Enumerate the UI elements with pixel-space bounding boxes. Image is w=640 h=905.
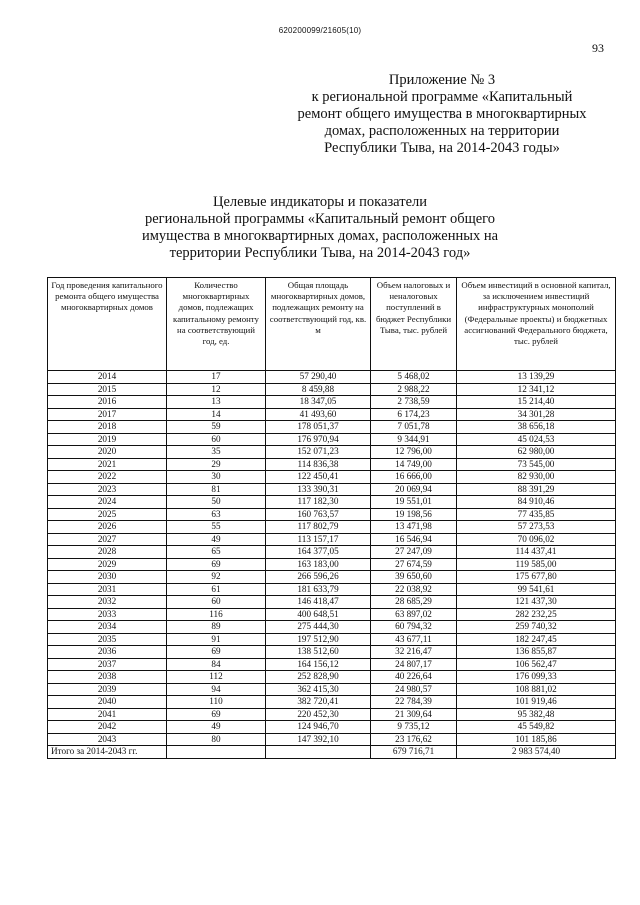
cell-investment: 176 099,33 <box>457 671 616 684</box>
table-row <box>48 596 616 609</box>
cell-total-area: 146 418,47 <box>266 596 371 609</box>
cell-investment: 88 391,29 <box>457 483 616 496</box>
table-body <box>48 371 616 759</box>
table-row <box>48 396 616 409</box>
header-house-count: Количество многоквартирных домов, подлежащих капитальному ремонту на соответствующий год, ед. <box>167 278 266 371</box>
total-row <box>48 746 616 759</box>
cell-investment: 259 740,32 <box>457 621 616 634</box>
cell-total-area: 176 970,94 <box>266 433 371 446</box>
cell-tax-revenue: 7 051,78 <box>371 421 457 434</box>
table-row <box>48 546 616 559</box>
page-number: 93 <box>592 41 604 55</box>
cell-tax-revenue: 9 735,12 <box>371 721 457 734</box>
cell-total-area: 220 452,30 <box>266 708 371 721</box>
appendix-caption <box>272 72 612 157</box>
table-row <box>48 408 616 421</box>
cell-house-count: 69 <box>167 708 266 721</box>
cell-year: 2016 <box>48 396 167 409</box>
total-label: Итого за 2014-2043 гг. <box>48 746 167 759</box>
cell-year: 2040 <box>48 696 167 709</box>
cell-year: 2024 <box>48 496 167 509</box>
cell-tax-revenue: 13 471,98 <box>371 521 457 534</box>
total-tax-revenue: 679 716,71 <box>371 746 457 759</box>
cell-total-area: 114 836,38 <box>266 458 371 471</box>
heading-line: Целевые индикаторы и показатели <box>213 194 427 210</box>
cell-total-area: 117 802,79 <box>266 521 371 534</box>
cell-total-area: 160 763,57 <box>266 508 371 521</box>
cell-house-count: 59 <box>167 421 266 434</box>
table-row <box>48 471 616 484</box>
cell-tax-revenue: 2 988,22 <box>371 383 457 396</box>
cell-investment: 175 677,80 <box>457 571 616 584</box>
table-row <box>48 608 616 621</box>
cell-house-count: 91 <box>167 633 266 646</box>
table-row <box>48 371 616 384</box>
document-id: 620200099/21605(10) <box>278 26 362 35</box>
cell-year: 2043 <box>48 733 167 746</box>
cell-investment: 77 435,85 <box>457 508 616 521</box>
table-row <box>48 571 616 584</box>
cell-house-count: 30 <box>167 471 266 484</box>
cell-tax-revenue: 24 980,57 <box>371 683 457 696</box>
cell-year: 2021 <box>48 458 167 471</box>
table-row <box>48 733 616 746</box>
cell-investment: 95 382,48 <box>457 708 616 721</box>
cell-tax-revenue: 14 749,00 <box>371 458 457 471</box>
table-row <box>48 621 616 634</box>
cell-house-count: 94 <box>167 683 266 696</box>
cell-year: 2027 <box>48 533 167 546</box>
cell-tax-revenue: 9 344,91 <box>371 433 457 446</box>
cell-tax-revenue: 63 897,02 <box>371 608 457 621</box>
cell-total-area: 181 633,79 <box>266 583 371 596</box>
heading-line: имущества в многоквартирных домах, расположенных на <box>141 228 499 244</box>
cell-house-count: 29 <box>167 458 266 471</box>
table-row <box>48 446 616 459</box>
cell-year: 2022 <box>48 471 167 484</box>
cell-house-count: 65 <box>167 546 266 559</box>
table-row <box>48 646 616 659</box>
header-investment: Объем инвестиций в основной капитал, за исключением инвестиций инфраструктурных монополий (Федеральные проекты) и бюджетных ассигнований Федерального бюджета, тыс. рублей <box>457 278 616 371</box>
cell-house-count: 80 <box>167 733 266 746</box>
cell-house-count: 84 <box>167 658 266 671</box>
cell-total-area: 400 648,51 <box>266 608 371 621</box>
cell-year: 2035 <box>48 633 167 646</box>
table-row <box>48 696 616 709</box>
cell-house-count: 69 <box>167 558 266 571</box>
cell-house-count: 60 <box>167 433 266 446</box>
cell-investment: 73 545,00 <box>457 458 616 471</box>
cell-total-area: 275 444,30 <box>266 621 371 634</box>
cell-total-area: 362 415,30 <box>266 683 371 696</box>
cell-investment: 106 562,47 <box>457 658 616 671</box>
cell-tax-revenue: 19 198,56 <box>371 508 457 521</box>
cell-year: 2028 <box>48 546 167 559</box>
table-row <box>48 421 616 434</box>
cell-tax-revenue: 27 247,09 <box>371 546 457 559</box>
cell-year: 2020 <box>48 446 167 459</box>
total-house-count <box>167 746 266 759</box>
cell-tax-revenue: 32 216,47 <box>371 646 457 659</box>
table-row <box>48 508 616 521</box>
cell-total-area: 117 182,30 <box>266 496 371 509</box>
cell-total-area: 133 390,31 <box>266 483 371 496</box>
cell-total-area: 124 946,70 <box>266 721 371 734</box>
header-total-area: Общая площадь многоквартирных домов, подлежащих ремонту на соответствующий год, кв. м <box>266 278 371 371</box>
cell-investment: 282 232,25 <box>457 608 616 621</box>
cell-tax-revenue: 16 546,94 <box>371 533 457 546</box>
cell-investment: 136 855,87 <box>457 646 616 659</box>
cell-house-count: 110 <box>167 696 266 709</box>
total-total-area <box>266 746 371 759</box>
cell-investment: 45 549,82 <box>457 721 616 734</box>
cell-tax-revenue: 2 738,59 <box>371 396 457 409</box>
cell-total-area: 164 156,12 <box>266 658 371 671</box>
appendix-line: Республики Тыва, на 2014-2043 годы» <box>324 140 560 156</box>
cell-total-area: 266 596,26 <box>266 571 371 584</box>
cell-tax-revenue: 22 784,39 <box>371 696 457 709</box>
cell-total-area: 164 377,05 <box>266 546 371 559</box>
cell-year: 2018 <box>48 421 167 434</box>
cell-house-count: 12 <box>167 383 266 396</box>
table-row <box>48 708 616 721</box>
cell-house-count: 89 <box>167 621 266 634</box>
cell-house-count: 112 <box>167 671 266 684</box>
appendix-line: Приложение № 3 <box>388 72 496 88</box>
cell-investment: 15 214,40 <box>457 396 616 409</box>
cell-tax-revenue: 6 174,23 <box>371 408 457 421</box>
cell-total-area: 152 071,23 <box>266 446 371 459</box>
cell-year: 2017 <box>48 408 167 421</box>
cell-year: 2037 <box>48 658 167 671</box>
cell-investment: 62 980,00 <box>457 446 616 459</box>
cell-tax-revenue: 21 309,64 <box>371 708 457 721</box>
cell-tax-revenue: 39 650,60 <box>371 571 457 584</box>
table-row <box>48 433 616 446</box>
table-row <box>48 483 616 496</box>
cell-house-count: 50 <box>167 496 266 509</box>
table-header-row <box>48 278 616 371</box>
cell-total-area: 41 493,60 <box>266 408 371 421</box>
appendix-line: к региональной программе «Капитальный <box>311 89 573 105</box>
cell-tax-revenue: 19 551,01 <box>371 496 457 509</box>
table-row <box>48 671 616 684</box>
cell-house-count: 69 <box>167 646 266 659</box>
cell-year: 2014 <box>48 371 167 384</box>
cell-tax-revenue: 28 685,29 <box>371 596 457 609</box>
cell-total-area: 163 183,00 <box>266 558 371 571</box>
cell-investment: 101 185,86 <box>457 733 616 746</box>
cell-tax-revenue: 24 807,17 <box>371 658 457 671</box>
appendix-line: ремонт общего имущества в многоквартирных <box>297 106 587 122</box>
cell-year: 2033 <box>48 608 167 621</box>
cell-house-count: 61 <box>167 583 266 596</box>
cell-investment: 101 919,46 <box>457 696 616 709</box>
cell-house-count: 35 <box>167 446 266 459</box>
cell-year: 2030 <box>48 571 167 584</box>
table-row <box>48 458 616 471</box>
cell-house-count: 60 <box>167 596 266 609</box>
cell-investment: 45 024,53 <box>457 433 616 446</box>
cell-year: 2042 <box>48 721 167 734</box>
cell-tax-revenue: 23 176,62 <box>371 733 457 746</box>
table-row <box>48 496 616 509</box>
appendix-line: домах, расположенных на территории <box>324 123 560 139</box>
cell-tax-revenue: 5 468,02 <box>371 371 457 384</box>
cell-tax-revenue: 43 677,11 <box>371 633 457 646</box>
cell-house-count: 13 <box>167 396 266 409</box>
cell-house-count: 49 <box>167 533 266 546</box>
cell-year: 2023 <box>48 483 167 496</box>
cell-house-count: 116 <box>167 608 266 621</box>
cell-total-area: 178 051,37 <box>266 421 371 434</box>
header-year: Год проведения капитального ремонта общего имущества многоквартирных домов <box>48 278 167 371</box>
document-heading <box>100 194 540 262</box>
table-row <box>48 583 616 596</box>
cell-house-count: 92 <box>167 571 266 584</box>
table-row <box>48 533 616 546</box>
table-row <box>48 383 616 396</box>
cell-house-count: 81 <box>167 483 266 496</box>
cell-house-count: 14 <box>167 408 266 421</box>
cell-investment: 114 437,41 <box>457 546 616 559</box>
table-row <box>48 658 616 671</box>
cell-house-count: 63 <box>167 508 266 521</box>
table-row <box>48 558 616 571</box>
cell-year: 2038 <box>48 671 167 684</box>
cell-year: 2039 <box>48 683 167 696</box>
cell-investment: 38 656,18 <box>457 421 616 434</box>
cell-total-area: 57 290,40 <box>266 371 371 384</box>
cell-tax-revenue: 20 069,94 <box>371 483 457 496</box>
cell-investment: 57 273,53 <box>457 521 616 534</box>
cell-year: 2015 <box>48 383 167 396</box>
cell-investment: 70 096,02 <box>457 533 616 546</box>
cell-investment: 12 341,12 <box>457 383 616 396</box>
cell-total-area: 252 828,90 <box>266 671 371 684</box>
heading-line: территории Республики Тыва, на 2014-2043 год» <box>169 245 471 261</box>
cell-year: 2041 <box>48 708 167 721</box>
header-tax-revenue: Объем налоговых и неналоговых поступлений в бюджет Республики Тыва, тыс. рублей <box>371 278 457 371</box>
cell-investment: 82 930,00 <box>457 471 616 484</box>
cell-house-count: 49 <box>167 721 266 734</box>
cell-year: 2025 <box>48 508 167 521</box>
table-row <box>48 721 616 734</box>
table-row <box>48 683 616 696</box>
cell-tax-revenue: 60 794,32 <box>371 621 457 634</box>
cell-house-count: 17 <box>167 371 266 384</box>
cell-total-area: 382 720,41 <box>266 696 371 709</box>
total-investment: 2 983 574,40 <box>457 746 616 759</box>
cell-year: 2019 <box>48 433 167 446</box>
cell-year: 2031 <box>48 583 167 596</box>
cell-year: 2034 <box>48 621 167 634</box>
cell-tax-revenue: 40 226,64 <box>371 671 457 684</box>
cell-investment: 108 881,02 <box>457 683 616 696</box>
cell-year: 2026 <box>48 521 167 534</box>
cell-investment: 84 910,46 <box>457 496 616 509</box>
cell-tax-revenue: 22 038,92 <box>371 583 457 596</box>
cell-tax-revenue: 12 796,00 <box>371 446 457 459</box>
cell-tax-revenue: 16 666,00 <box>371 471 457 484</box>
cell-investment: 119 585,00 <box>457 558 616 571</box>
cell-investment: 99 541,61 <box>457 583 616 596</box>
cell-year: 2029 <box>48 558 167 571</box>
heading-line: региональной программы «Капитальный ремонт общего <box>144 211 496 227</box>
cell-total-area: 18 347,05 <box>266 396 371 409</box>
cell-total-area: 113 157,17 <box>266 533 371 546</box>
indicators-table <box>47 277 616 759</box>
cell-year: 2036 <box>48 646 167 659</box>
cell-total-area: 122 450,41 <box>266 471 371 484</box>
cell-total-area: 197 512,90 <box>266 633 371 646</box>
cell-investment: 182 247,45 <box>457 633 616 646</box>
cell-tax-revenue: 27 674,59 <box>371 558 457 571</box>
table-row <box>48 633 616 646</box>
cell-total-area: 8 459,88 <box>266 383 371 396</box>
cell-total-area: 138 512,60 <box>266 646 371 659</box>
cell-investment: 34 301,28 <box>457 408 616 421</box>
cell-investment: 13 139,29 <box>457 371 616 384</box>
cell-house-count: 55 <box>167 521 266 534</box>
table-row <box>48 521 616 534</box>
cell-investment: 121 437,30 <box>457 596 616 609</box>
cell-total-area: 147 392,10 <box>266 733 371 746</box>
cell-year: 2032 <box>48 596 167 609</box>
